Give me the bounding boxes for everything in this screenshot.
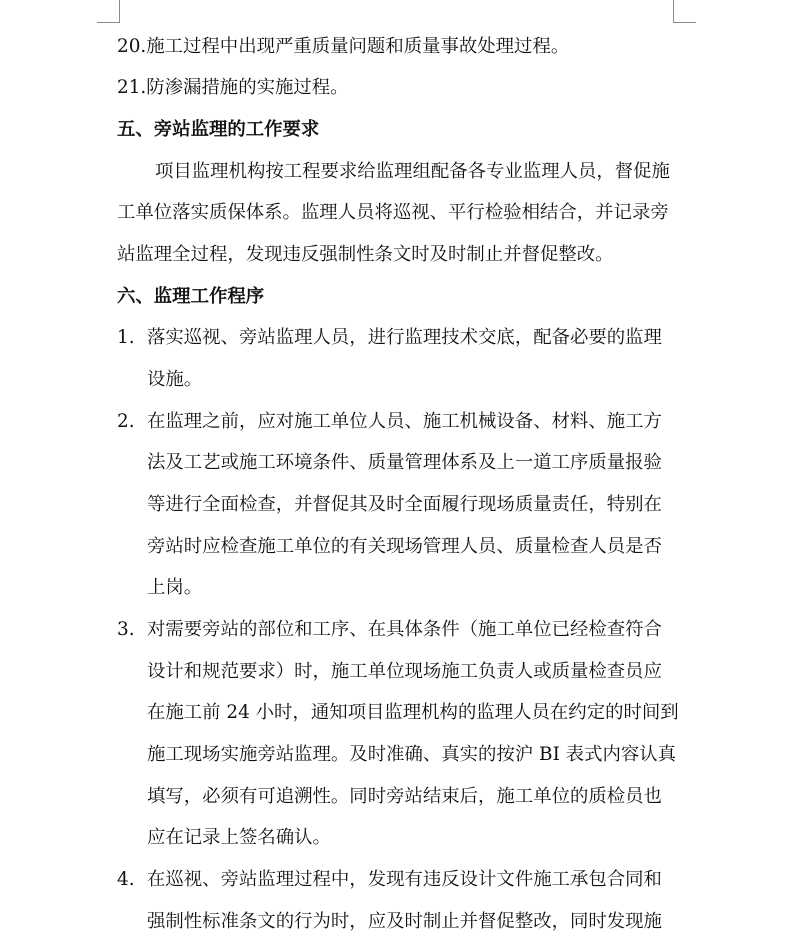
- paragraph-line: 工单位落实质保体系。监理人员将巡视、平行检验相结合，并记录旁: [117, 202, 669, 223]
- list-item-line: 落实巡视、旁站监理人员，进行监理技术交底，配备必要的监理: [147, 327, 662, 348]
- section-heading-5: 五、旁站监理的工作要求: [117, 119, 320, 140]
- list-item-line: 法及工艺或施工环境条件、质量管理体系及上一道工序质量报验: [147, 452, 662, 473]
- list-item-line: 施工现场实施旁站监理。及时准确、真实的按沪 BI 表式内容认真: [147, 744, 677, 765]
- list-item-line: 强制性标准条文的行为时，应及时制止并督促整改，同时发现施: [147, 911, 662, 932]
- list-item-line: 在巡视、旁站监理过程中，发现有违反设计文件施工承包合同和: [147, 869, 662, 890]
- list-item-line: 在监理之前，应对施工单位人员、施工机械设备、材料、施工方: [147, 411, 662, 432]
- list-item-21: 21.防渗漏措施的实施过程。: [117, 77, 349, 98]
- crop-mark-top-left: [97, 0, 120, 23]
- list-number: 2.: [117, 411, 135, 432]
- list-item-line: 设计和规范要求）时，施工单位现场施工负责人或质量检查员应: [147, 661, 662, 682]
- paragraph-line: 项目监理机构按工程要求给监理组配备各专业监理人员，督促施: [155, 161, 670, 182]
- list-item-line: 旁站时应检查施工单位的有关现场管理人员、质量检查人员是否: [147, 536, 662, 557]
- crop-mark-top-right: [673, 0, 696, 23]
- list-item-line: 设施。: [147, 369, 203, 390]
- list-item-line: 填写，必须有可追溯性。同时旁站结束后，施工单位的质检员也: [147, 786, 662, 807]
- list-number: 1.: [117, 327, 135, 348]
- list-item-line: 对需要旁站的部位和工序、在具体条件（施工单位已经检查符合: [147, 619, 662, 640]
- list-item-20: 20.施工过程中出现严重质量问题和质量事故处理过程。: [117, 36, 570, 57]
- list-item-line: 等进行全面检查，并督促其及时全面履行现场质量责任，特别在: [147, 494, 662, 515]
- list-item-line: 上岗。: [147, 577, 203, 598]
- list-number: 3.: [117, 619, 135, 640]
- list-item-line: 在施工前 24 小时，通知项目监理机构的监理人员在约定的时间到: [147, 702, 679, 723]
- list-number: 4.: [117, 869, 135, 890]
- list-item-line: 应在记录上签名确认。: [147, 827, 331, 848]
- section-heading-6: 六、监理工作程序: [117, 286, 265, 307]
- paragraph-line: 站监理全过程，发现违反强制性条文时及时制止并督促整改。: [117, 244, 614, 265]
